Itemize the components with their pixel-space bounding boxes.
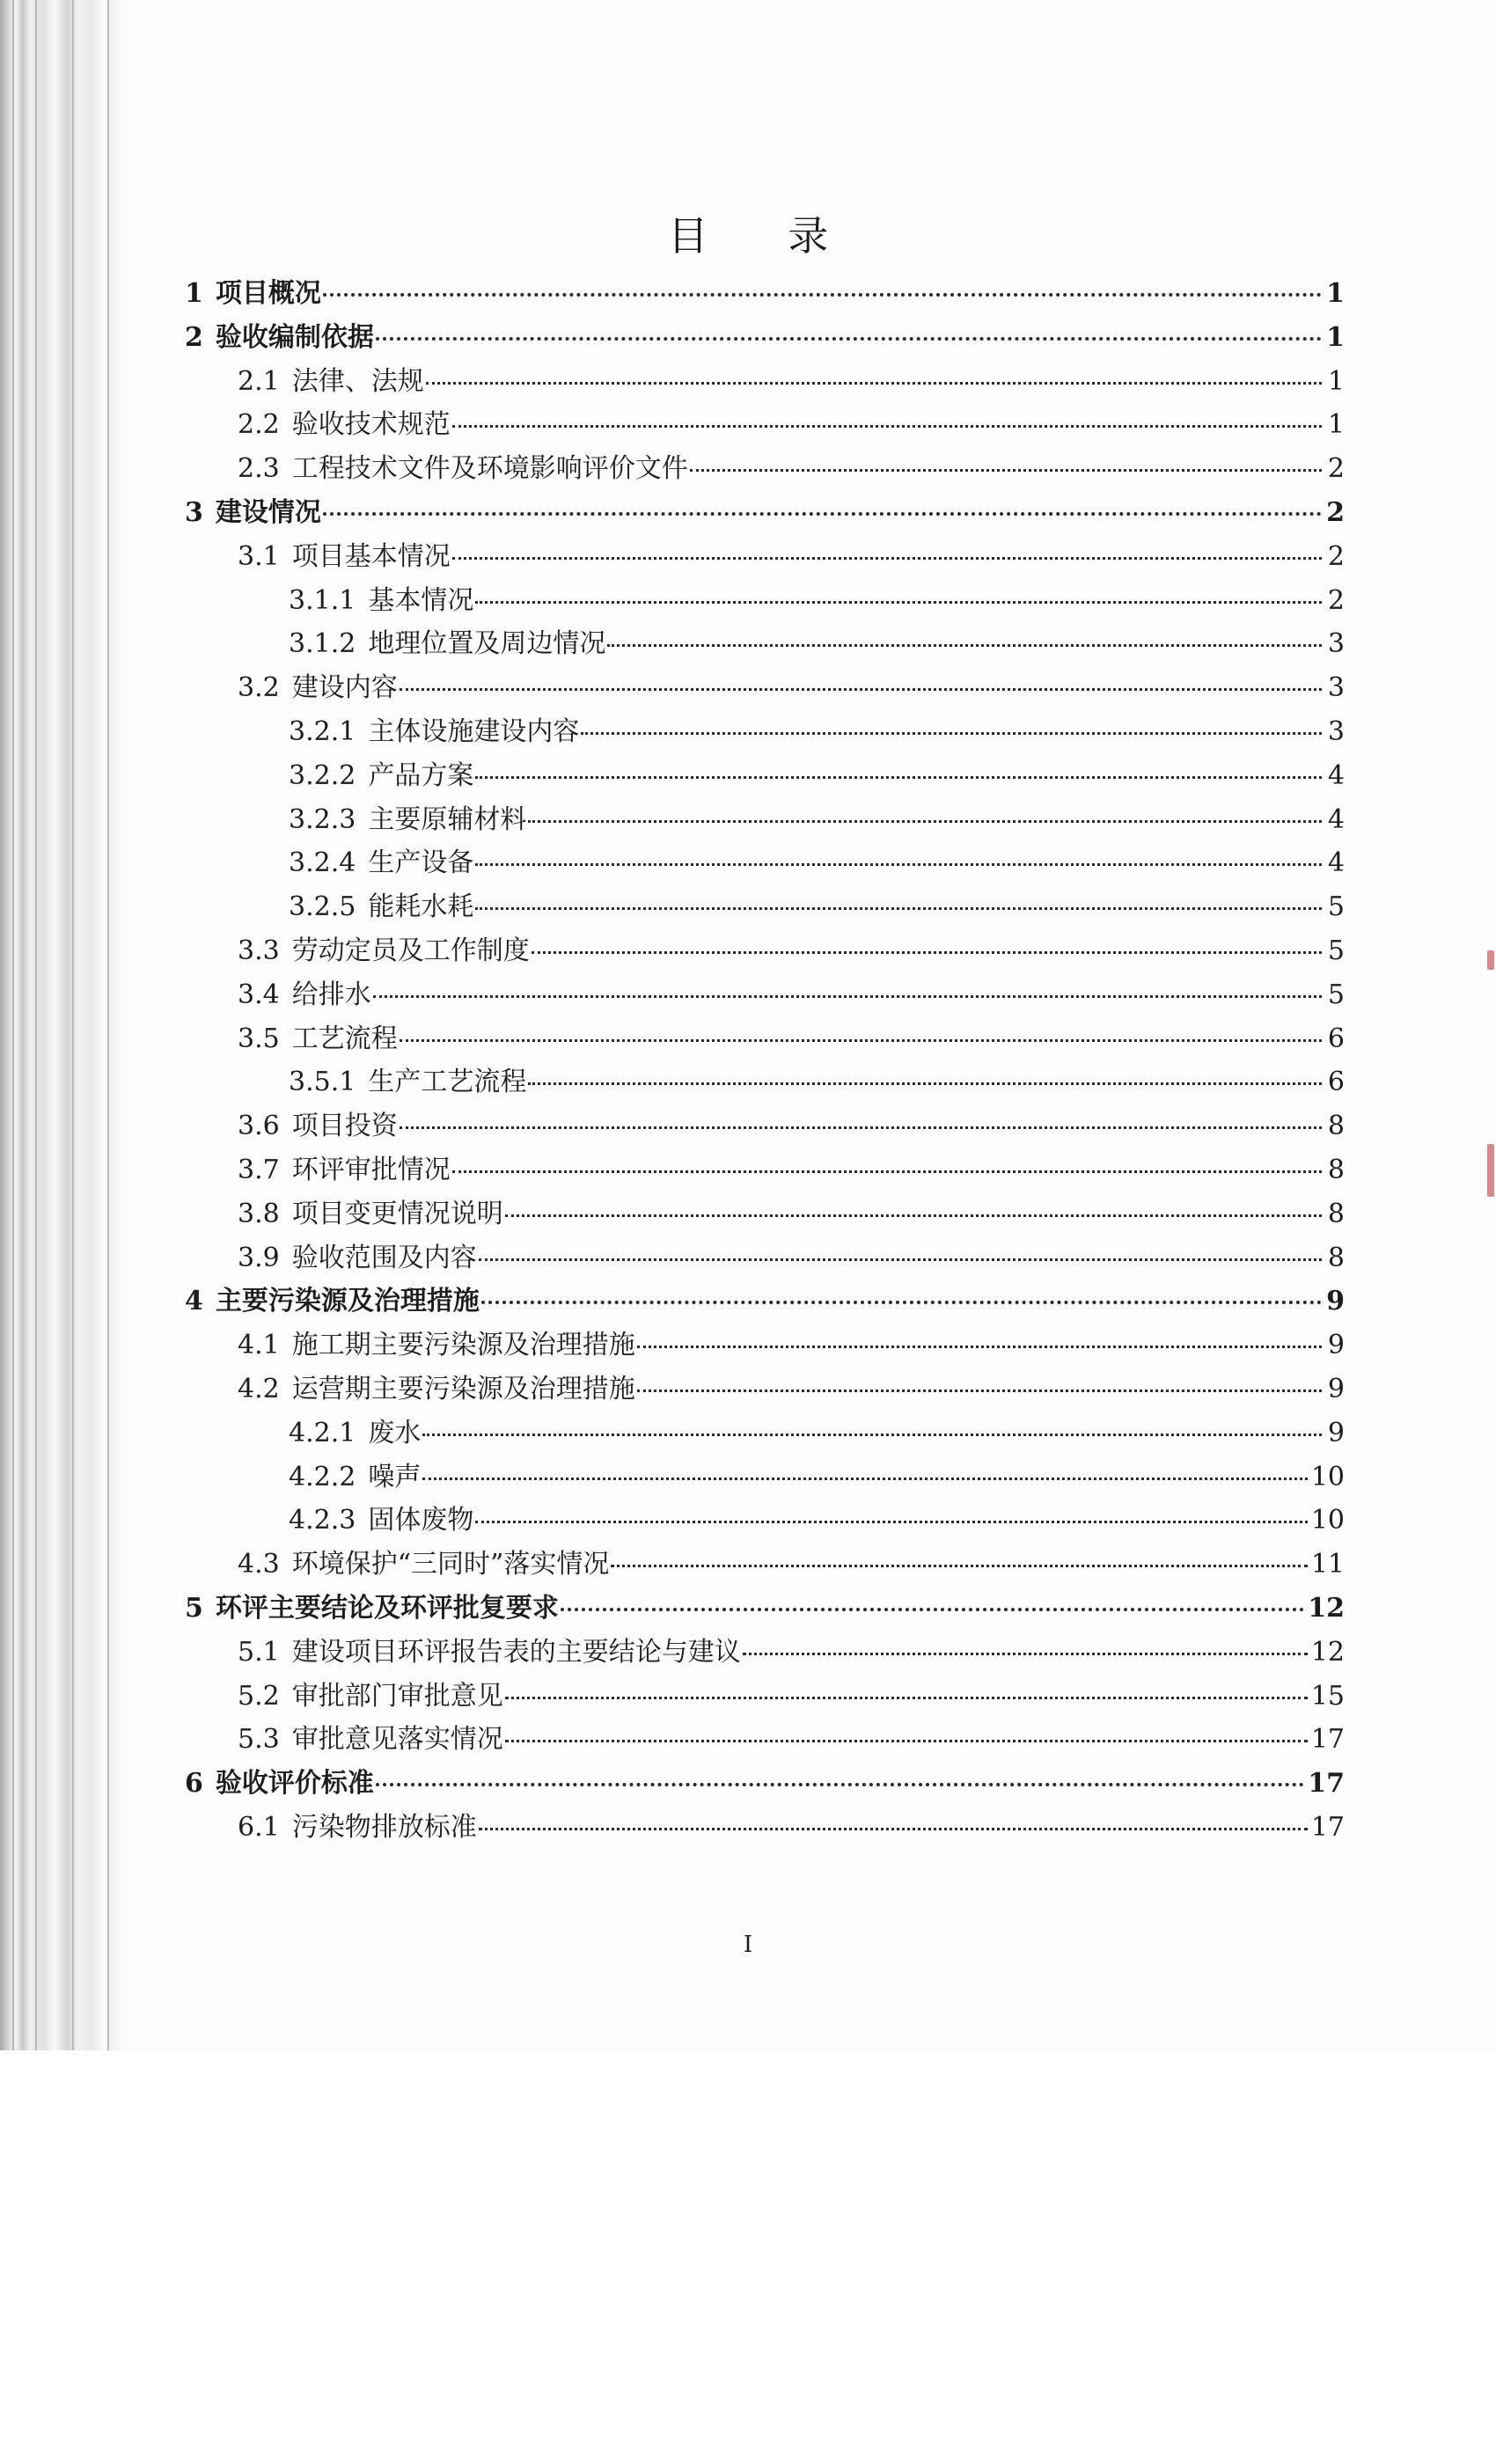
toc-entry[interactable]: [185, 665, 1345, 709]
toc-entry-page: 5: [1327, 935, 1345, 966]
toc-entry[interactable]: [185, 1104, 1345, 1148]
toc-entry-title: 给排水: [291, 979, 371, 1010]
binding-line: [72, 0, 74, 2050]
toc-entry[interactable]: [185, 1674, 1345, 1718]
toc-entry-number: 3: [185, 496, 203, 528]
toc-entry[interactable]: [185, 1761, 1345, 1805]
toc-entry[interactable]: [185, 1016, 1345, 1060]
binding-line: [35, 0, 37, 2050]
toc-entry[interactable]: [185, 359, 1345, 403]
toc-entry-title: 工艺流程: [291, 1023, 398, 1054]
toc-entry-number: 4.2.3: [289, 1505, 356, 1536]
edge-stain-mark: [1487, 1144, 1494, 1197]
toc-entry-number: 3.2.3: [289, 803, 356, 835]
table-of-contents: [185, 271, 1345, 1849]
toc-entry[interactable]: [185, 1060, 1345, 1104]
toc-entry[interactable]: [185, 1148, 1345, 1192]
toc-entry-title: 工程技术文件及环境影响评价文件: [291, 453, 688, 485]
toc-entry-number: 3.2.2: [289, 759, 356, 791]
toc-entry-page: 1: [1327, 365, 1345, 397]
toc-entry-title: 环境保护“三同时”落实情况: [291, 1549, 610, 1580]
toc-dot-leader: [323, 293, 1322, 297]
toc-entry-number: 3.8: [238, 1198, 280, 1229]
toc-entry-page: 5: [1327, 891, 1345, 923]
toc-entry-title: 施工期主要污染源及治理措施: [291, 1330, 635, 1361]
toc-entry[interactable]: [185, 928, 1345, 972]
toc-entry-page: 8: [1327, 1242, 1345, 1273]
toc-entry-number: 3.5: [238, 1023, 280, 1054]
toc-dot-leader: [528, 1082, 1322, 1085]
toc-entry-number: 2.1: [238, 365, 280, 397]
toc-dot-leader: [400, 1039, 1322, 1042]
toc-entry-number: 4.2.1: [289, 1417, 356, 1448]
toc-entry-page: 10: [1310, 1505, 1345, 1536]
toc-entry-title: 主要原辅材料: [368, 803, 527, 835]
toc-dot-leader: [475, 907, 1322, 910]
toc-dot-leader: [376, 337, 1322, 341]
toc-entry-title: 验收编制依据: [215, 321, 374, 353]
binding-line: [107, 0, 109, 2050]
toc-entry-title: 建设内容: [291, 672, 398, 704]
edge-stain-mark: [1487, 950, 1494, 970]
toc-entry-number: 3.4: [238, 979, 280, 1010]
toc-entry-title: 项目变更情况说明: [291, 1198, 503, 1229]
toc-entry-title: 环评主要结论及环评批复要求: [215, 1592, 559, 1624]
toc-entry[interactable]: [185, 1586, 1345, 1630]
toc-dot-leader: [475, 1521, 1307, 1523]
toc-entry[interactable]: [185, 534, 1345, 578]
toc-dot-leader: [481, 1301, 1322, 1304]
toc-dot-leader: [690, 469, 1322, 472]
toc-entry-number: 2: [185, 321, 203, 353]
toc-entry[interactable]: [185, 1805, 1345, 1849]
toc-entry-number: 3.1: [238, 540, 280, 572]
toc-dot-leader: [561, 1608, 1304, 1611]
toc-entry-page: 10: [1310, 1461, 1345, 1492]
toc-entry-page: 1: [1326, 321, 1345, 353]
toc-dot-leader: [637, 1390, 1322, 1392]
toc-dot-leader: [637, 1346, 1322, 1348]
toc-dot-leader: [607, 644, 1322, 647]
toc-dot-leader: [475, 776, 1322, 779]
toc-entry-title: 运营期主要污染源及治理措施: [291, 1373, 635, 1404]
toc-entry-number: 6.1: [238, 1811, 280, 1843]
binding-line: [12, 0, 14, 2050]
toc-entry-page: 2: [1327, 540, 1345, 572]
toc-entry-number: 3.2: [238, 672, 280, 704]
toc-entry[interactable]: [185, 1542, 1345, 1586]
toc-entry-page: 17: [1310, 1724, 1345, 1756]
toc-entry[interactable]: [185, 1236, 1345, 1280]
toc-entry[interactable]: [185, 1367, 1345, 1411]
toc-entry[interactable]: [185, 709, 1345, 753]
toc-entry[interactable]: [185, 578, 1345, 622]
toc-entry-title: 主体设施建设内容: [368, 715, 580, 747]
toc-entry[interactable]: [185, 884, 1345, 928]
toc-entry[interactable]: [185, 1717, 1345, 1761]
toc-entry-page: 8: [1327, 1154, 1345, 1185]
toc-entry-number: 3.5.1: [289, 1067, 356, 1098]
toc-entry-title: 废水: [368, 1417, 422, 1448]
toc-entry[interactable]: [185, 1630, 1345, 1674]
toc-entry-number: 3.2.5: [289, 891, 356, 923]
toc-entry[interactable]: [185, 1323, 1345, 1367]
toc-entry-page: 17: [1310, 1811, 1345, 1843]
toc-entry[interactable]: [185, 621, 1345, 665]
toc-entry-number: 4.1: [238, 1330, 280, 1361]
toc-dot-leader: [323, 512, 1322, 516]
toc-dot-leader: [452, 557, 1322, 560]
toc-entry-title: 项目概况: [215, 278, 321, 309]
toc-entry-title: 污染物排放标准: [291, 1811, 477, 1843]
toc-entry-page: 17: [1308, 1768, 1345, 1800]
toc-entry-page: 5: [1327, 979, 1345, 1010]
binding-edge: [0, 0, 123, 2050]
toc-entry-number: 5.3: [238, 1724, 280, 1756]
toc-entry-page: 8: [1327, 1198, 1345, 1229]
toc-entry-title: 环评审批情况: [291, 1154, 451, 1185]
toc-dot-leader: [581, 732, 1322, 735]
toc-entry-page: 12: [1310, 1636, 1345, 1668]
toc-entry-title: 噪声: [368, 1461, 422, 1492]
toc-entry[interactable]: [185, 271, 1345, 315]
toc-dot-leader: [528, 820, 1322, 823]
toc-entry-title: 劳动定员及工作制度: [291, 935, 530, 966]
toc-dot-leader: [400, 688, 1322, 691]
toc-entry-page: 4: [1327, 803, 1345, 835]
toc-entry-page: 3: [1327, 628, 1345, 660]
toc-dot-leader: [400, 1126, 1322, 1129]
toc-entry[interactable]: [185, 840, 1345, 884]
toc-dot-leader: [422, 1478, 1307, 1480]
toc-entry[interactable]: [185, 402, 1345, 446]
toc-dot-leader: [452, 1170, 1322, 1173]
toc-dot-leader: [475, 601, 1322, 604]
toc-entry[interactable]: [185, 1455, 1345, 1499]
toc-entry-page: 9: [1327, 1373, 1345, 1404]
toc-dot-leader: [505, 1214, 1322, 1217]
toc-entry-number: 3.1.1: [289, 584, 356, 616]
toc-entry-number: 4.2.2: [289, 1461, 356, 1492]
toc-entry[interactable]: [185, 1498, 1345, 1542]
toc-dot-leader: [479, 1258, 1322, 1261]
toc-entry-number: 3.3: [238, 935, 280, 966]
toc-entry[interactable]: [185, 1279, 1345, 1323]
toc-entry-number: 5: [185, 1592, 203, 1624]
toc-entry-page: 3: [1327, 672, 1345, 704]
page-number: I: [743, 1932, 753, 1958]
toc-entry-title: 验收技术规范: [291, 409, 451, 441]
toc-entry-title: 生产工艺流程: [368, 1067, 527, 1098]
toc-dot-leader: [422, 1434, 1322, 1436]
toc-entry-title: 地理位置及周边情况: [368, 628, 606, 660]
toc-entry-title: 项目投资: [291, 1111, 398, 1142]
toc-entry-number: 3.2.4: [289, 847, 356, 879]
toc-entry-page: 9: [1327, 1417, 1345, 1448]
toc-entry-title: 能耗水耗: [368, 891, 474, 923]
toc-entry-page: 2: [1327, 584, 1345, 616]
toc-entry-title: 建设情况: [215, 496, 321, 528]
toc-entry-page: 4: [1327, 759, 1345, 791]
toc-entry-number: 2.2: [238, 409, 280, 441]
toc-entry-title: 生产设备: [368, 847, 474, 879]
toc-entry-page: 3: [1327, 715, 1345, 747]
toc-entry-page: 11: [1310, 1549, 1345, 1580]
toc-entry[interactable]: [185, 1411, 1345, 1455]
toc-entry-title: 项目基本情况: [291, 540, 451, 572]
toc-entry-number: 4: [185, 1286, 203, 1317]
toc-entry-page: 12: [1308, 1592, 1345, 1624]
toc-entry[interactable]: [185, 797, 1345, 841]
toc-dot-leader: [373, 995, 1322, 998]
toc-entry[interactable]: [185, 446, 1345, 490]
toc-title: 目 录: [667, 212, 862, 260]
toc-entry-page: 4: [1327, 847, 1345, 879]
toc-entry-number: 3.6: [238, 1111, 280, 1142]
toc-entry-page: 8: [1327, 1111, 1345, 1142]
toc-entry-page: 15: [1310, 1680, 1345, 1712]
toc-dot-leader: [376, 1783, 1304, 1786]
toc-entry-page: 1: [1327, 409, 1345, 441]
toc-entry-number: 1: [185, 278, 203, 309]
toc-dot-leader: [505, 1740, 1308, 1742]
toc-entry-number: 6: [185, 1768, 203, 1800]
toc-entry-title: 验收评价标准: [215, 1768, 374, 1800]
toc-dot-leader: [475, 863, 1322, 866]
toc-entry[interactable]: [185, 972, 1345, 1016]
toc-entry-title: 审批意见落实情况: [291, 1724, 503, 1756]
toc-entry-page: 2: [1327, 453, 1345, 485]
toc-entry-number: 3.2.1: [289, 715, 356, 747]
toc-entry-title: 建设项目环评报告表的主要结论与建议: [291, 1636, 741, 1668]
toc-dot-leader: [611, 1565, 1307, 1567]
toc-dot-leader: [743, 1653, 1308, 1655]
toc-entry-title: 产品方案: [368, 759, 474, 791]
toc-entry-page: 6: [1327, 1067, 1345, 1098]
toc-entry-title: 主要污染源及治理措施: [215, 1286, 480, 1317]
toc-entry-title: 验收范围及内容: [291, 1242, 477, 1273]
toc-entry-number: 4.2: [238, 1373, 280, 1404]
toc-entry-page: 9: [1327, 1330, 1345, 1361]
toc-entry-number: 3.1.2: [289, 628, 356, 660]
toc-entry-title: 审批部门审批意见: [291, 1680, 503, 1712]
toc-entry-page: 1: [1326, 278, 1345, 309]
toc-entry-number: 3.9: [238, 1242, 280, 1273]
toc-entry-title: 固体废物: [368, 1505, 474, 1536]
toc-dot-leader: [479, 1828, 1308, 1830]
toc-dot-leader: [426, 382, 1322, 385]
toc-entry[interactable]: [185, 753, 1345, 797]
toc-entry[interactable]: [185, 315, 1345, 359]
toc-entry-page: 9: [1326, 1286, 1345, 1317]
toc-entry-number: 5.2: [238, 1680, 280, 1712]
toc-entry-number: 5.1: [238, 1636, 280, 1668]
toc-entry-page: 6: [1327, 1023, 1345, 1054]
toc-dot-leader: [532, 951, 1322, 954]
toc-entry-title: 基本情况: [368, 584, 474, 616]
toc-dot-leader: [505, 1697, 1308, 1699]
toc-entry-number: 4.3: [238, 1549, 280, 1580]
toc-entry[interactable]: [185, 490, 1345, 534]
toc-entry-title: 法律、法规: [291, 365, 424, 397]
toc-dot-leader: [452, 425, 1322, 428]
toc-entry-page: 2: [1326, 496, 1345, 528]
toc-entry-number: 2.3: [238, 453, 280, 485]
toc-entry-number: 3.7: [238, 1154, 280, 1185]
toc-entry[interactable]: [185, 1192, 1345, 1236]
